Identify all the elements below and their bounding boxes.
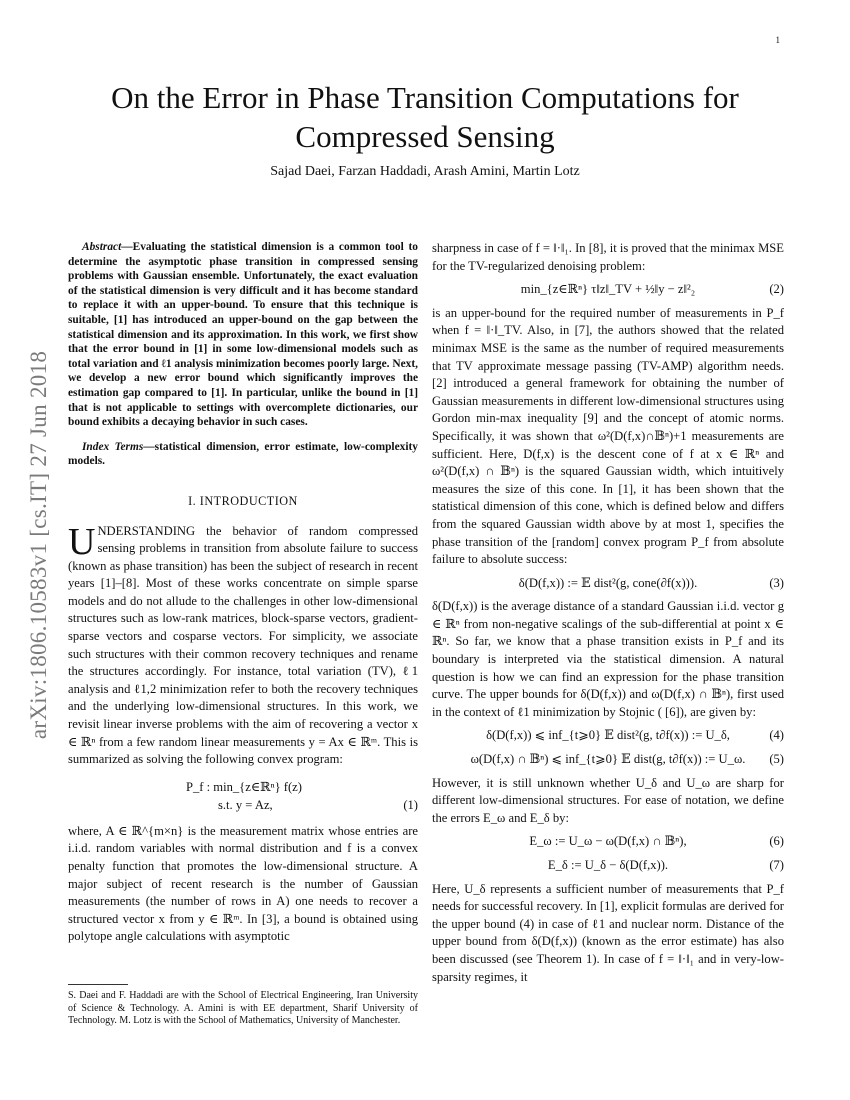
section-heading: I. INTRODUCTION xyxy=(188,493,298,508)
arxiv-stamp xyxy=(8,310,70,780)
equation-5-number: (5) xyxy=(769,752,784,767)
abstract-label: Abstract xyxy=(82,241,122,253)
abstract-text: —Evaluating the statistical dimension is a common tool to determine the asymptotic phase transition in compressed sensing problems with Gaussian ensemble. Unfortunately, the exact evaluation of the statistical dimension is very difficult and it has become standard to replace it with an upper-bound. To ensure that this technique is suitable, [1] has introduced an upper-bound on the gap between the statistical dimension and its approximation. In this work, we first show that the error bound in [1] in some low-dimensional models such as total variation and ℓ1 analysis minimization becomes poorly large. Next, we develop a new error bound which significantly improves the estimation gap compared to [1]. In particular, unlike the bound in [1] that is not applicable to settings with overcomplete dictionaries, our bound exhibits a decaying behavior in such cases. xyxy=(68,241,418,429)
right-paragraph-2: is an upper-bound for the required number of measurements in P_f when f = ‖·‖_TV. Also, in [7], the authors showed that the related minimax MSE is the same as the number of required measurements that TV approximate message passing (TV-AMP) algorithm needs. [2] introduced a general framework for obtaining the number of Gaussian measurements in different low-dimensional structures using Gordon min-max inequality [9] and the concept of atomic norms. Specifically, it was shown that ω²(D(f,x)∩𝔹ⁿ)+1 measurements are sufficient. Here, D(f,x) is the descent cone of f at x ∈ ℝⁿ and ω²(D(f,x) ∩ 𝔹ⁿ) is the squared Gaussian width, which intuitively measures the size of this cone. In [1], it has been shown that the statistical dimension of this cone, which is defined below and differs from the squared Gaussian width above by at most 1, specifies the phase transition of the [random] convex program P_f from absolute failure to absolute success: xyxy=(432,305,784,567)
equation-7 xyxy=(432,857,784,875)
equation-2 xyxy=(432,281,784,299)
equation-2-body: min_{z∈ℝⁿ} τ‖z‖_TV + ½‖y − z‖²₂ xyxy=(520,282,696,297)
equation-7-body: E_δ := U_δ − δ(D(f,x)). xyxy=(547,858,669,872)
right-paragraph-1: sharpness in case of f = ‖·‖₁. In [8], it is proved that the minimax MSE for the TV-regularized denoising problem: xyxy=(432,241,784,273)
index-terms-text: —statistical dimension, error estimate, low-complexity models. xyxy=(68,440,418,468)
equation-1 xyxy=(68,777,418,815)
left-paragraph-2: where, A ∈ ℝ^{m×n} is the measurement matrix whose entries are i.i.d. random variables with normal distribution and f is a convex penalty function that promotes the low-dimensional structure. A major subject of recent research is the number of Gaussian measurements (the number of rows in A) one needs to recover a structured vector x from y ∈ ℝᵐ. In [3], a bound is obtained using polytope angle calculations with asymptotic xyxy=(68,823,418,944)
paper-authors: Sajad Daei, Farzan Haddadi, Arash Amini, Martin Lotz xyxy=(270,164,580,179)
right-column xyxy=(432,240,784,986)
equation-6-number: (6) xyxy=(769,834,784,849)
equation-7-number: (7) xyxy=(769,858,784,872)
arxiv-stamp-text: arXiv:1806.10583v1 [cs.IT] 27 Jun 2018 xyxy=(26,350,51,740)
equation-6 xyxy=(432,833,784,851)
equation-1-line2: s.t. y = Az, xyxy=(218,797,273,812)
equation-3 xyxy=(432,575,784,593)
abstract xyxy=(68,240,418,430)
equation-3-body: δ(D(f,x)) := 𝔼 dist²(g, cone(∂f(x))). xyxy=(518,575,698,590)
equation-1-line1: P_f : min_{z∈ℝⁿ} f(z) xyxy=(186,779,302,794)
index-terms-label: Index Terms xyxy=(82,440,144,453)
drop-cap: U xyxy=(68,520,96,563)
footnote: S. Daei and F. Haddadi are with the School of Electrical Engineering, Iran University of Science & Technology. A. Amini is with EE department, Sharif University of Technology. M. Lotz is with the School of Mathematics, University of Manchester. xyxy=(68,990,418,1027)
right-paragraph-3: δ(D(f,x)) is the average distance of a standard Gaussian i.i.d. vector g ∈ ℝⁿ from non-negative scalings of the sub-differential at point x ∈ ℝⁿ. So far, we know that a phase transition exists in P_f and its boundary is interpreted via the statistical dimension. A natural question is how we can find an expression for the phase transition curve. The upper bounds for δ(D(f,x)) and ω(D(f,x) ∩ 𝔹ⁿ), first used in the context of ℓ1 minimization by Stojnic ( [6]), are given by: xyxy=(432,599,784,719)
intro-text: NDERSTANDING the behavior of random compressed sensing problems in transition from absolute failure to success (known as phase transition) has been the subject of research in recent years [1]–[8]. Most of these works concentrate on simple sparse models and do not allude to the challenges in other low-dimensional structures such as low-rank matrices, block-sparse vectors, gradient-sparse vectors and cosparse vectors. For simplicity, we associate such structures with their common recovery techniques and rename the structures accordingly. For instance, total variation (TV), ℓ1 analysis and ℓ1,2 minimization refer to both the recovery techniques and the underlying low-dimensional structures. In this work, we revisit linear inverse problems with the aim of recovering a vector x ∈ ℝⁿ from a few random linear measurements y = Ax ∈ ℝᵐ. This is summarized as solving the following convex program: xyxy=(68,523,418,767)
equation-4-body: δ(D(f,x)) ⩽ inf_{t⩾0} 𝔼 dist²(g, t∂f(x)) := U_δ, xyxy=(486,728,730,743)
right-paragraph-5: Here, U_δ represents a sufficient number of measurements that P_f needs for successful recovery. In [1], explicit formulas are derived for the upper bound (4) in case of ℓ1 and nuclear norm. Distance of the upper bound from δ(D(f,x)) (known as the error estimate) has also been discussed (see Theorem 1). In case of f = ‖·‖₁ and in very-low-sparsity regimes, it xyxy=(432,881,784,984)
right-paragraph-4: However, it is still unknown whether U_δ and U_ω are sharp for different low-dimensional structures. For ease of notation, we define the errors E_ω and E_δ by: xyxy=(432,775,784,825)
equation-4-number: (4) xyxy=(769,728,784,743)
equation-2-number: (2) xyxy=(769,282,784,297)
footnote-rule xyxy=(68,984,128,985)
equation-5-body: ω(D(f,x) ∩ 𝔹ⁿ) ⩽ inf_{t⩾0} 𝔼 dist(g, t∂f(x)) := U_ω. xyxy=(470,752,746,767)
equation-4 xyxy=(432,727,784,745)
equation-5 xyxy=(432,751,784,769)
index-terms xyxy=(68,440,418,469)
equation-1-number: (1) xyxy=(403,797,418,812)
left-column xyxy=(68,240,418,946)
page-number: 1 xyxy=(775,35,780,45)
equation-6-body: E_ω := U_ω − ω(D(f,x) ∩ 𝔹ⁿ), xyxy=(529,834,687,849)
paper-title: On the Error in Phase Transition Computations for Compressed Sensing xyxy=(111,80,739,154)
equation-3-number: (3) xyxy=(769,575,784,590)
intro-paragraph xyxy=(68,520,418,769)
